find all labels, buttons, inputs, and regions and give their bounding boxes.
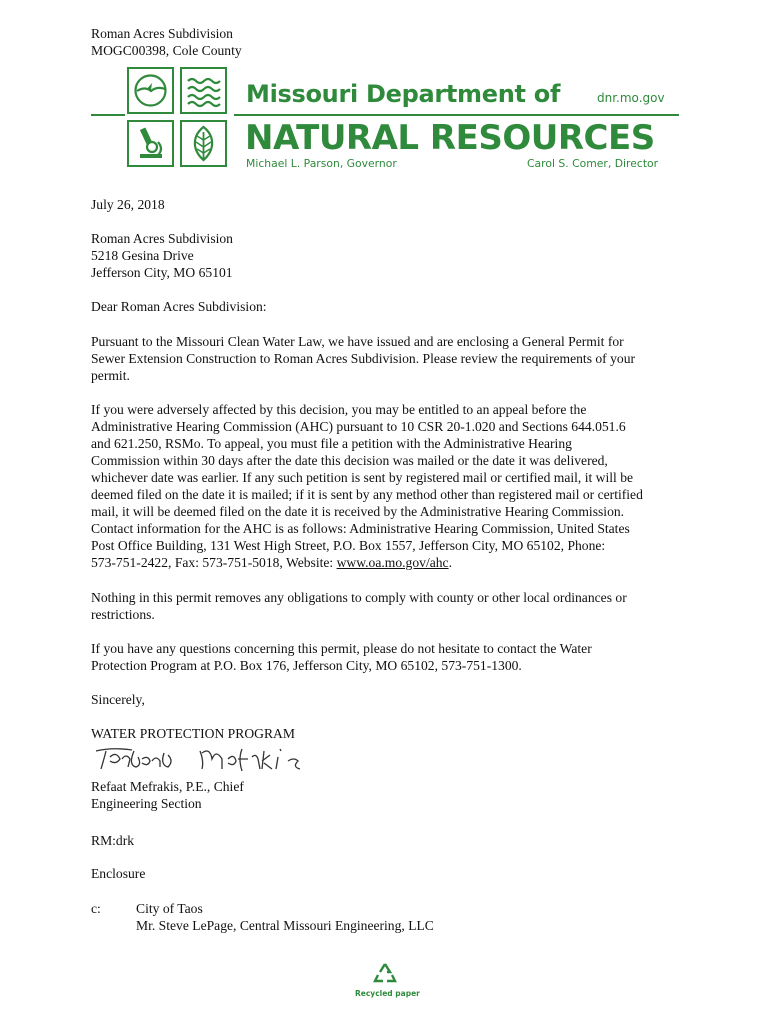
paragraph-line: permit. (91, 368, 130, 383)
department-name-line-1: Missouri Department of (246, 80, 561, 108)
leaf-icon (180, 120, 227, 167)
reference-block (91, 25, 242, 59)
recycled-paper-label: Recycled paper (355, 989, 420, 998)
cc-label: c: (91, 901, 101, 916)
enclosure-note: Enclosure (91, 866, 146, 881)
paragraph-appeal-rights (91, 401, 691, 571)
reference-line-1: Roman Acres Subdivision (91, 26, 233, 41)
paragraph-line: restrictions. (91, 607, 155, 622)
letter-date: July 26, 2018 (91, 197, 165, 212)
signer-block (91, 778, 691, 812)
paragraph-line: If you have any questions concerning this permit, please do not hesitate to contact the Water (91, 641, 592, 656)
paragraph-line: Administrative Hearing Commission (AHC) pursuant to 10 CSR 20-1.020 and Sections 644.051.6 (91, 419, 626, 434)
paragraph-line: If you were adversely affected by this decision, you may be entitled to an appeal before the (91, 402, 587, 417)
paragraph-obligations (91, 589, 691, 623)
recipient-address (91, 230, 691, 281)
closing: Sincerely, (91, 692, 145, 707)
paragraph-line: Protection Program at P.O. Box 176, Jefferson City, MO 65102, 573-751-1300. (91, 658, 522, 673)
paragraph-line: whichever date was earlier. If any such petition is sent by registered mail or certified mail, it will be (91, 470, 634, 485)
contact-text: 573-751-2422, Fax: 573-751-5018, Website: (91, 555, 337, 570)
paragraph-line: Commission within 30 days after the date this decision was mailed or the date it was delivered, (91, 453, 608, 468)
program-name: WATER PROTECTION PROGRAM (91, 726, 295, 741)
paragraph-line: Post Office Building, 131 West High Street, P.O. Box 1557, Jefferson City, MO 65102, Phone: (91, 538, 606, 553)
letterhead-right-rule (234, 114, 679, 116)
recipient-street: 5218 Gesina Drive (91, 248, 194, 263)
paragraph-line: Sewer Extension Construction to Roman Acres Subdivision. Please review the requirements of your (91, 351, 636, 366)
bird-icon (127, 67, 174, 114)
microscope-icon (127, 120, 174, 167)
signer-name: Refaat Mefrakis, P.E., Chief (91, 779, 244, 794)
governor-name: Michael L. Parson, Governor (246, 157, 397, 170)
paragraph-line: Pursuant to the Missouri Clean Water Law, we have issued and are enclosing a General Permit for (91, 334, 624, 349)
letterhead-left-rule (91, 114, 125, 116)
handwritten-signature (92, 743, 312, 780)
cc-item: Mr. Steve LePage, Central Missouri Engineering, LLC (136, 918, 434, 933)
paragraph-permit-issued (91, 333, 691, 384)
paragraph-line: Contact information for the AHC is as follows: Administrative Hearing Commission, United States (91, 521, 630, 536)
department-website[interactable]: dnr.mo.gov (597, 91, 665, 105)
paragraph-line (91, 554, 691, 571)
paragraph-line: and 621.250, RSMo. To appeal, you must file a petition with the Administrative Hearing (91, 436, 572, 451)
recipient-name: Roman Acres Subdivision (91, 231, 233, 246)
paragraph-contact (91, 640, 691, 674)
recycled-paper-mark (355, 962, 420, 998)
water-waves-icon (180, 67, 227, 114)
paragraph-line: Nothing in this permit removes any obligations to comply with county or other local ordinances or (91, 590, 627, 605)
department-name-line-2: NATURAL RESOURCES (245, 118, 655, 158)
signer-section: Engineering Section (91, 796, 202, 811)
ahc-website-link[interactable]: www.oa.mo.gov/ahc (336, 555, 449, 570)
recipient-city: Jefferson City, MO 65101 (91, 265, 233, 280)
cc-list (136, 900, 434, 934)
recycle-icon (372, 962, 398, 984)
paragraph-line: deemed filed on the date it is mailed; if it is sent by any method other than registered mail or certified (91, 487, 643, 502)
reference-line-2: MOGC00398, Cole County (91, 43, 242, 58)
typist-initials: RM:drk (91, 833, 135, 848)
director-name: Carol S. Comer, Director (527, 157, 659, 170)
period: . (448, 555, 452, 570)
paragraph-line: mail, it will be deemed filed on the date it is received by the Administrative Hearing Commission. (91, 504, 625, 519)
salutation: Dear Roman Acres Subdivision: (91, 299, 267, 314)
cc-item: City of Taos (136, 901, 203, 916)
